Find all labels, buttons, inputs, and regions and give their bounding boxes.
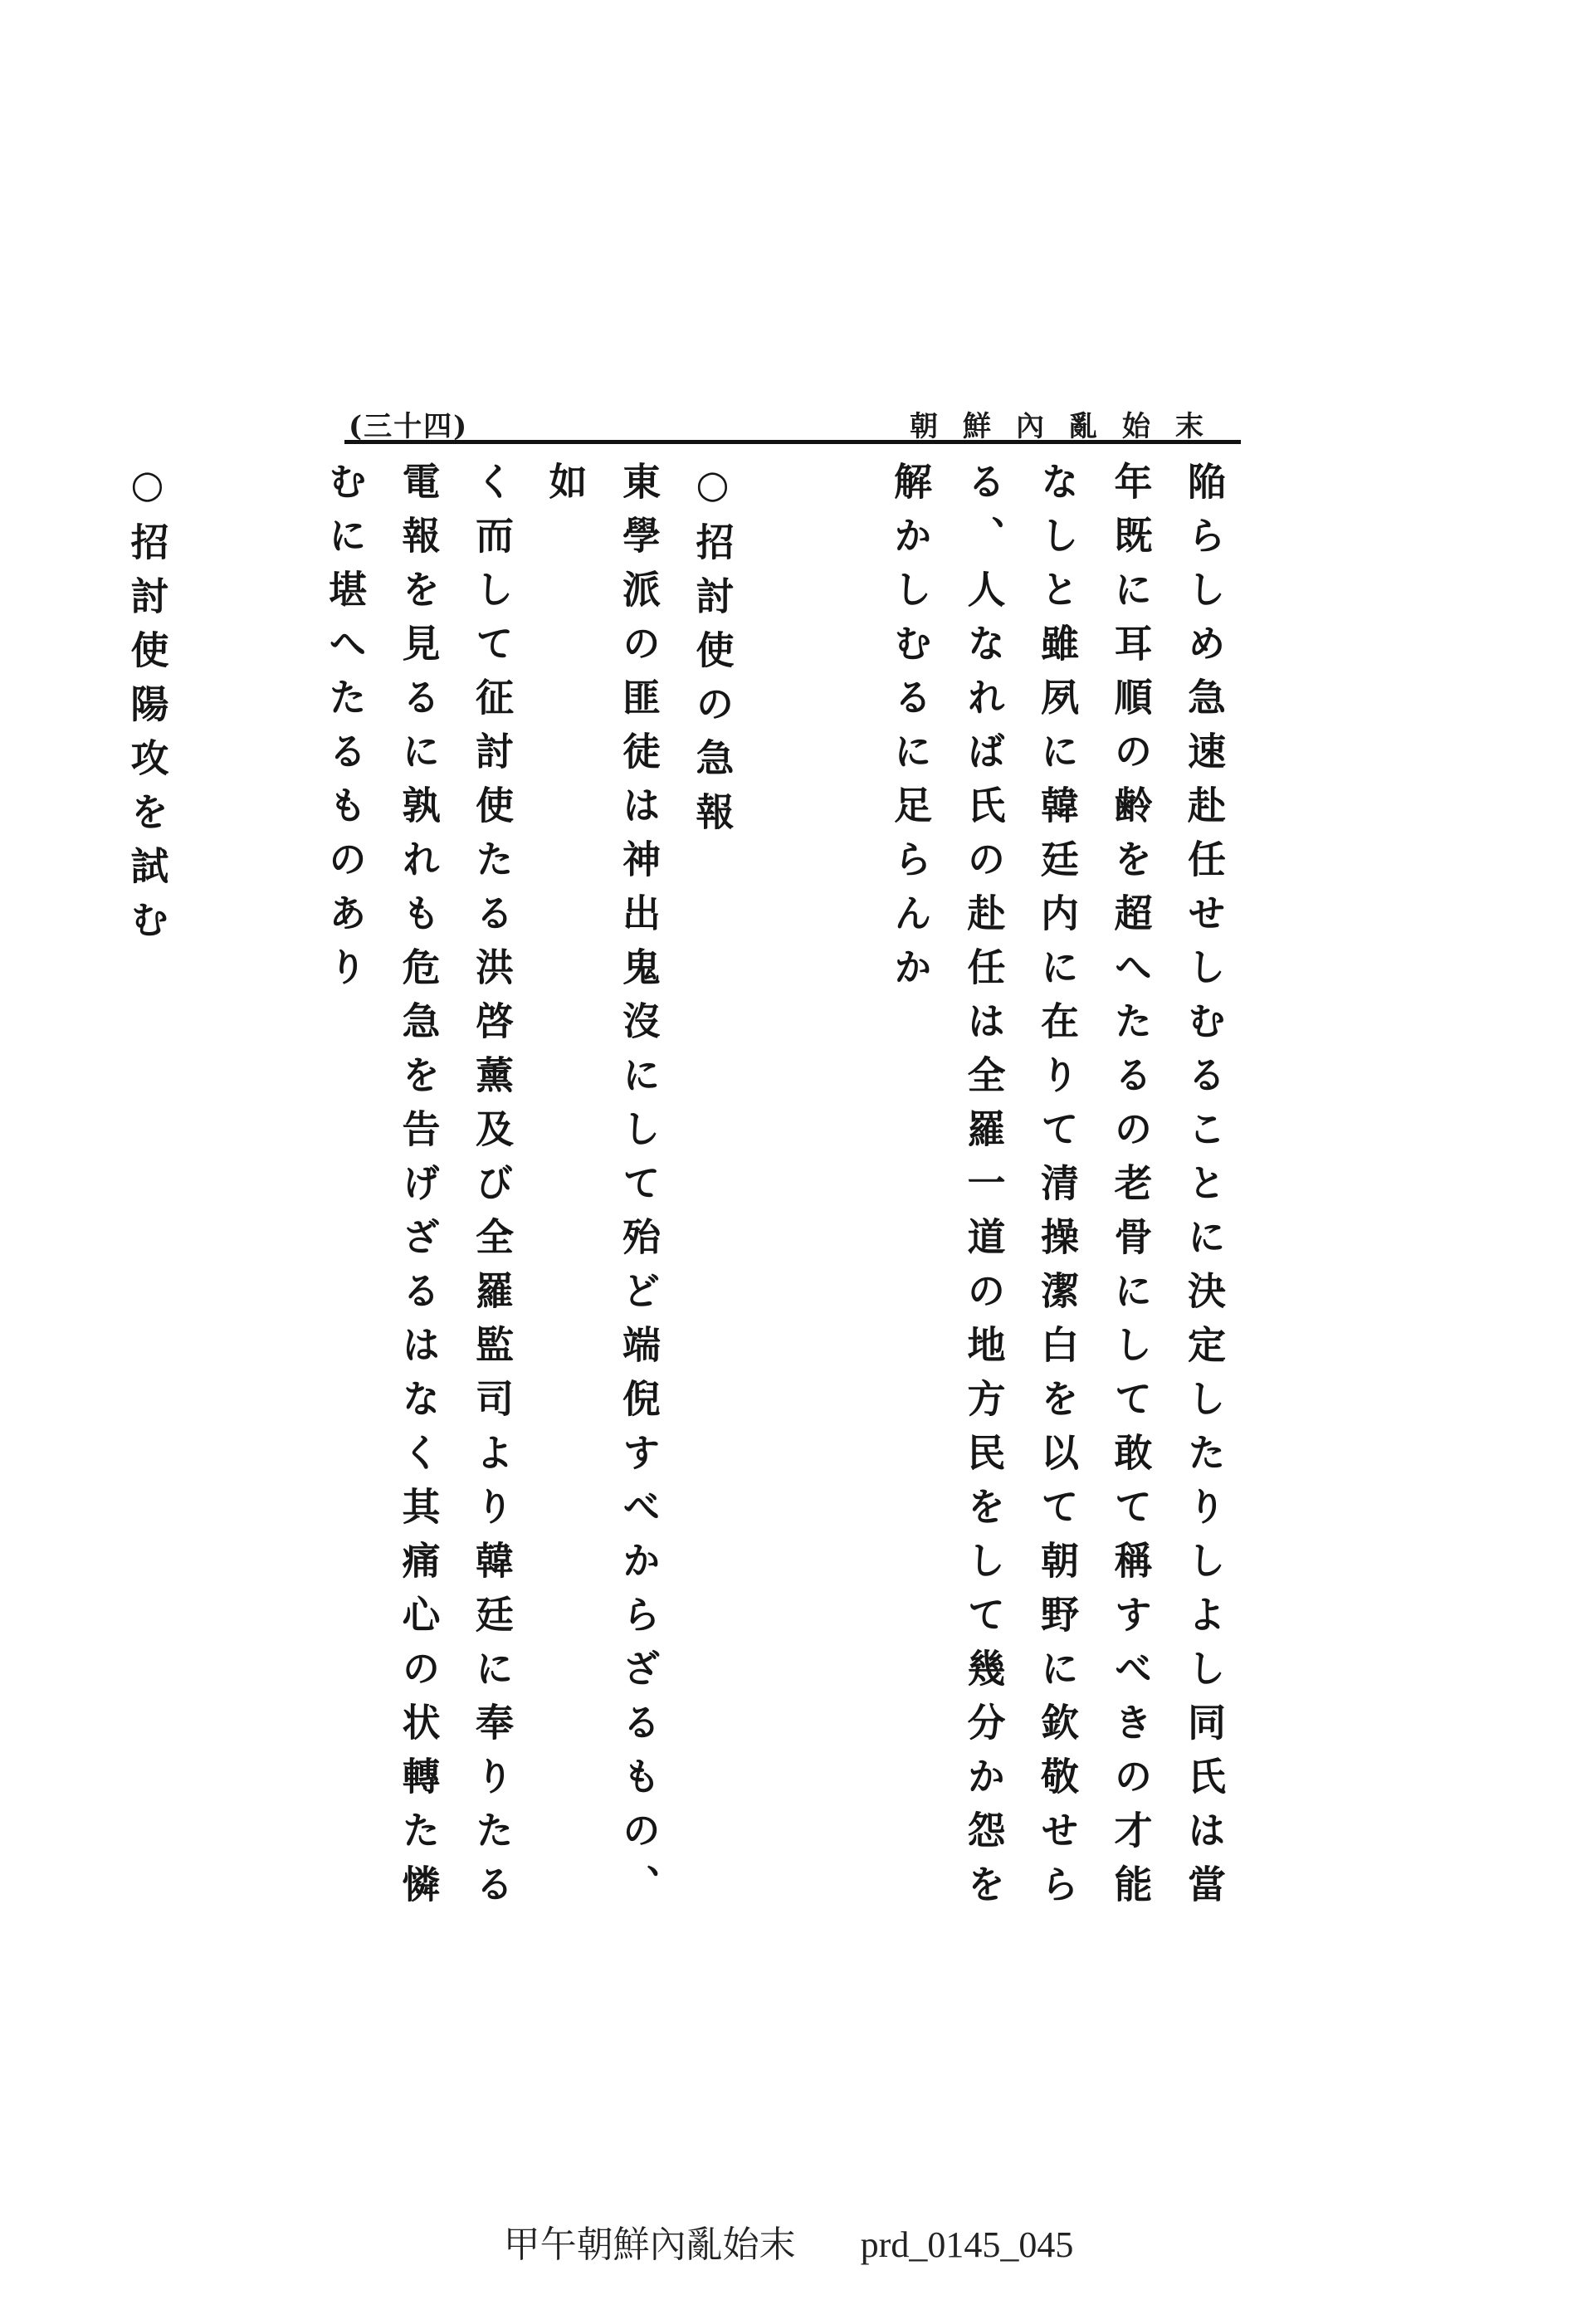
header-rule (344, 440, 1241, 444)
text-line: 陥らしめ急速赴任せしむることに決定したりしよし同氏は當 (1182, 461, 1227, 1918)
text-line: なしと雖夙に韓廷内に在りて清操潔白を以て朝野に欽敬せら (1035, 461, 1080, 1918)
footer-caption (0, 2214, 1577, 2268)
body-text (124, 461, 1241, 1955)
footer-title: 甲午朝鮮內亂始末 (503, 2224, 796, 2265)
page-number: (三十四) (349, 410, 469, 443)
footer-id: prd_0145_045 (860, 2224, 1074, 2265)
text-line: むに堪へたるものあり (323, 461, 368, 1001)
text-line: く而して征討使たる洪啓薰及び全羅監司より韓廷に奉りたる (470, 461, 515, 1918)
running-head (349, 397, 1228, 447)
text-line: 東學派の匪徒は神出鬼沒にして殆ど端倪すべからざるもの、如 (543, 461, 662, 1918)
book-title: 朝鮮內亂始末 (910, 410, 1228, 443)
text-line (0, 461, 110, 1955)
text-line: 電報を見るに孰れも危急を告げざるはなく其痛心の状轉た憐 (396, 461, 442, 1918)
text-line: 年既に耳順の齢を超へたるの老骨にして敢て稱すべきの才能 (1108, 461, 1154, 1918)
text-line: 解かしむるに足らんか (888, 461, 933, 1001)
section-heading: ○招討使の急報 (690, 461, 735, 846)
section-heading: ○招討使陽攻を試む (124, 461, 170, 954)
text-line: る、人なれば氏の赴任は全羅一道の地方民をして幾分か怨を (961, 461, 1007, 1918)
